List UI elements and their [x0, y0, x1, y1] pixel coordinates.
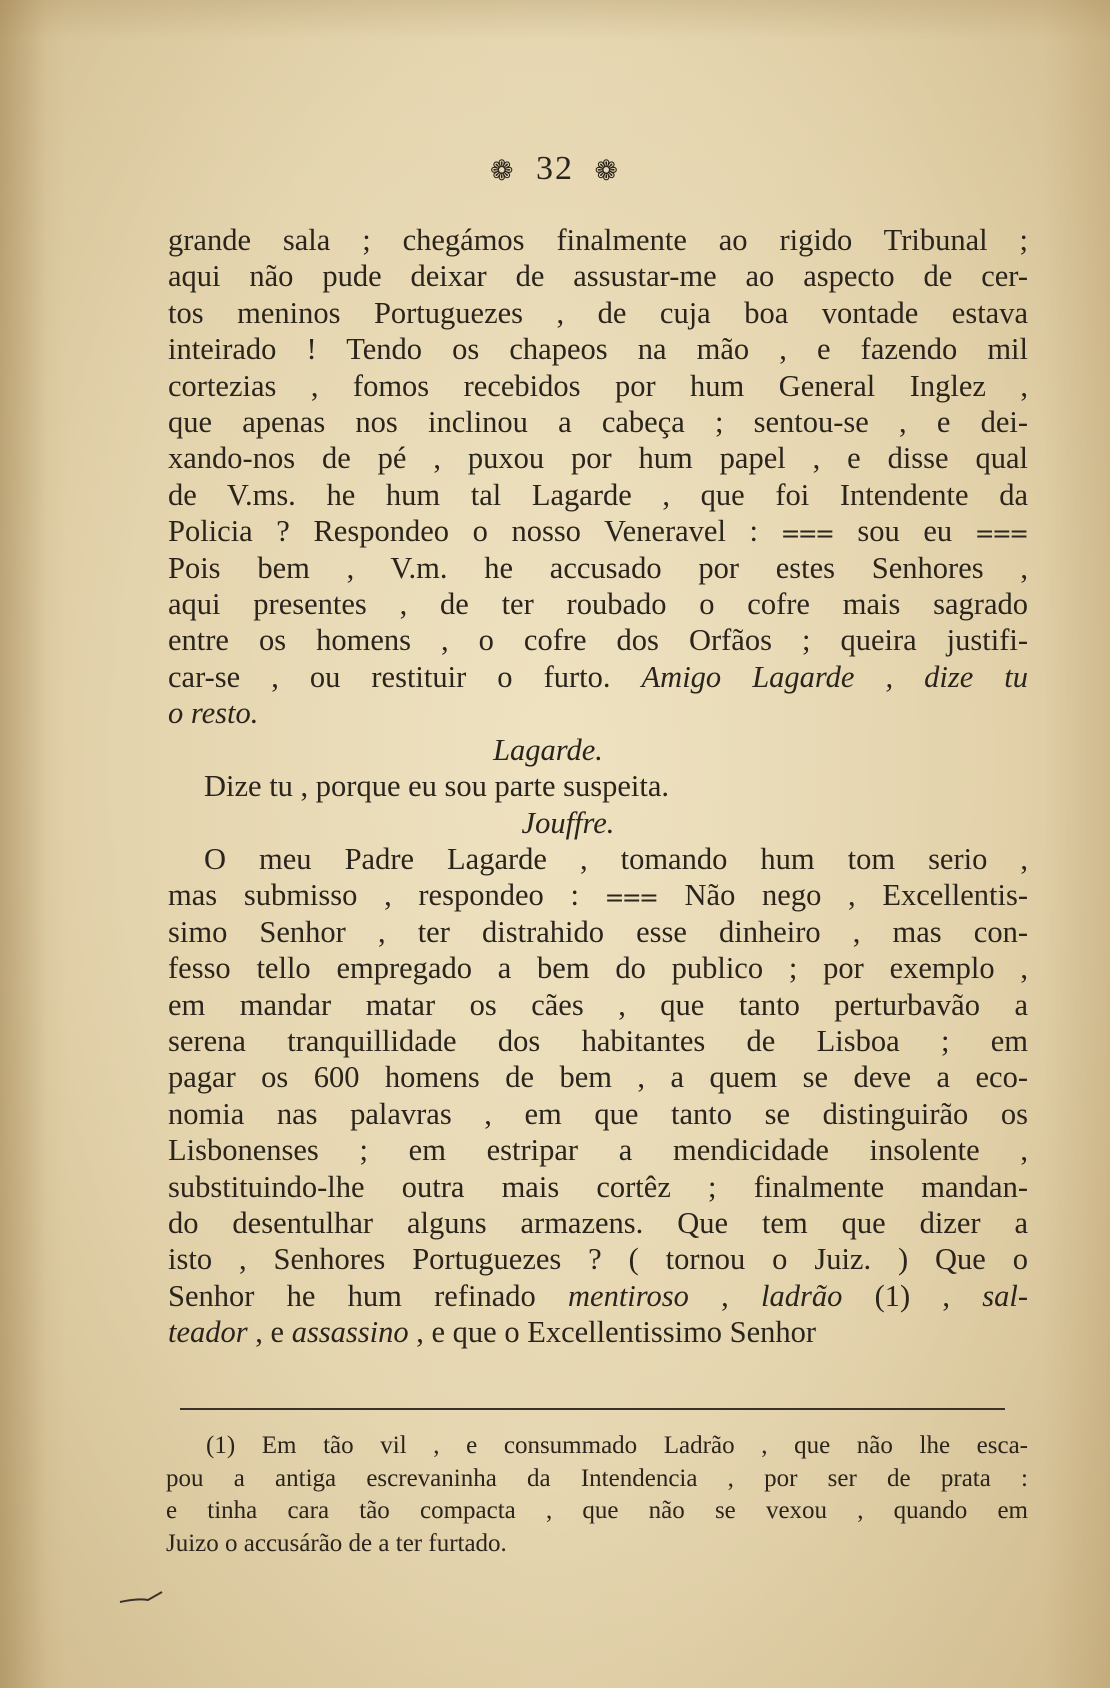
text-line: aqui não pude deixar de assustar-me ao aspecto de cer- [168, 259, 1028, 294]
text-line: aqui presentes , de ter roubado o cofre mais sagrado [168, 587, 1028, 622]
footnote-line: Juizo o accusárão de a ter furtado. [166, 1529, 507, 1557]
text-line: Lisbonenses ; em estripar a mendicidade insolente , [168, 1133, 1028, 1168]
page-number: 32 [536, 150, 574, 187]
text-segment: , e [247, 1315, 292, 1350]
italic-text: teador [168, 1315, 248, 1350]
text-segment: , e que o Excellentissimo Senhor [408, 1315, 817, 1350]
text-line: grande sala ; chegámos finalmente ao rigido Tribunal ; [168, 223, 1028, 257]
text-line: de V.ms. he hum tal Lagarde , que foi Intendente da [168, 477, 1028, 512]
text-segment: Senhor he hum refinado [168, 1278, 568, 1313]
text-line: O meu Padre Lagarde , tomando hum tom serio , [204, 841, 1028, 876]
text-line: Policia ? Respondeo o nosso Veneravel : ⩶ sou eu ⩶ [168, 514, 1028, 549]
text-line: serena tranquillidade dos habitantes de Lisboa ; em [168, 1023, 1028, 1058]
text-line: pagar os 600 homens de bem , a quem se deve a eco- [168, 1060, 1028, 1095]
page-header [0, 150, 1110, 188]
text-line: isto , Senhores Portuguezes ? ( tornou o Juiz. ) Que o [168, 1242, 1028, 1277]
main-text [168, 222, 1028, 1351]
footnote-divider [180, 1408, 1005, 1410]
ornament-right-icon: ❁ [594, 156, 620, 188]
text-line: do desentulhar alguns armazens. Que tem que dizer a [168, 1205, 1028, 1240]
text-line-mixed [168, 1278, 1028, 1314]
text-line: que apenas nos inclinou a cabeça ; sentou-se , e dei- [168, 405, 1028, 440]
text-line-mixed [168, 1314, 1028, 1350]
footnote-line: pou a antiga escrevaninha da Intendencia , por ser de prata : [166, 1464, 1028, 1492]
italic-text: Amigo Lagarde , dize tu [641, 659, 1028, 694]
text-segment: car-se , ou restituir o furto. [168, 659, 611, 694]
page-edge-stain [0, 0, 46, 1688]
footnote-ref: (1) , [842, 1278, 983, 1313]
text-line: substituindo-lhe outra mais cortêz ; finalmente mandan- [168, 1169, 1028, 1204]
italic-text: assassino [291, 1315, 409, 1350]
text-line: simo Senhor , ter distrahido esse dinheiro , mas con- [168, 914, 1028, 949]
text-line: Pois bem , V.m. he accusado por estes Senhores , [168, 550, 1028, 585]
text-line: cortezias , fomos recebidos por hum General Inglez , [168, 368, 1028, 403]
footnote [166, 1430, 1028, 1560]
ornament-left-icon: ❁ [490, 156, 516, 188]
ink-mark-icon [118, 1588, 166, 1608]
italic-text: sal- [982, 1278, 1028, 1313]
text-line: inteirado ! Tendo os chapeos na mão , e fazendo mil [168, 332, 1028, 367]
text-line: em mandar matar os cães , que tanto perturbavão a [168, 987, 1028, 1022]
italic-text: mentiroso [568, 1278, 689, 1313]
speaker-heading: Lagarde. [493, 732, 603, 767]
italic-text-line: o resto. [168, 696, 259, 731]
footnote-line: e tinha cara tão compacta , que não se vexou , quando em [166, 1497, 1028, 1524]
footnote-line: (1) Em tão vil , e consummado Ladrão , que não lhe esca- [206, 1432, 1028, 1459]
text-line-mixed [168, 659, 1028, 695]
text-line: mas submisso , respondeo : ⩶ Não nego , Excellentis- [168, 878, 1028, 913]
text-segment: , [688, 1278, 761, 1313]
speech-line: Dize tu , porque eu sou parte suspeita. [204, 769, 669, 804]
text-line: entre os homens , o cofre dos Orfãos ; queira justifi- [168, 623, 1028, 658]
text-line: xando-nos de pé , puxou por hum papel , e disse qual [168, 441, 1028, 476]
page-top-stain [0, 0, 1110, 40]
text-line: tos meninos Portuguezes , de cuja boa vontade estava [168, 295, 1028, 330]
speaker-heading: Jouffre. [521, 805, 615, 840]
text-line: nomia nas palavras , em que tanto se distinguirão os [168, 1096, 1028, 1131]
italic-text: ladrão [760, 1278, 843, 1313]
text-line: fesso tello empregado a bem do publico ; por exemplo , [168, 951, 1028, 986]
